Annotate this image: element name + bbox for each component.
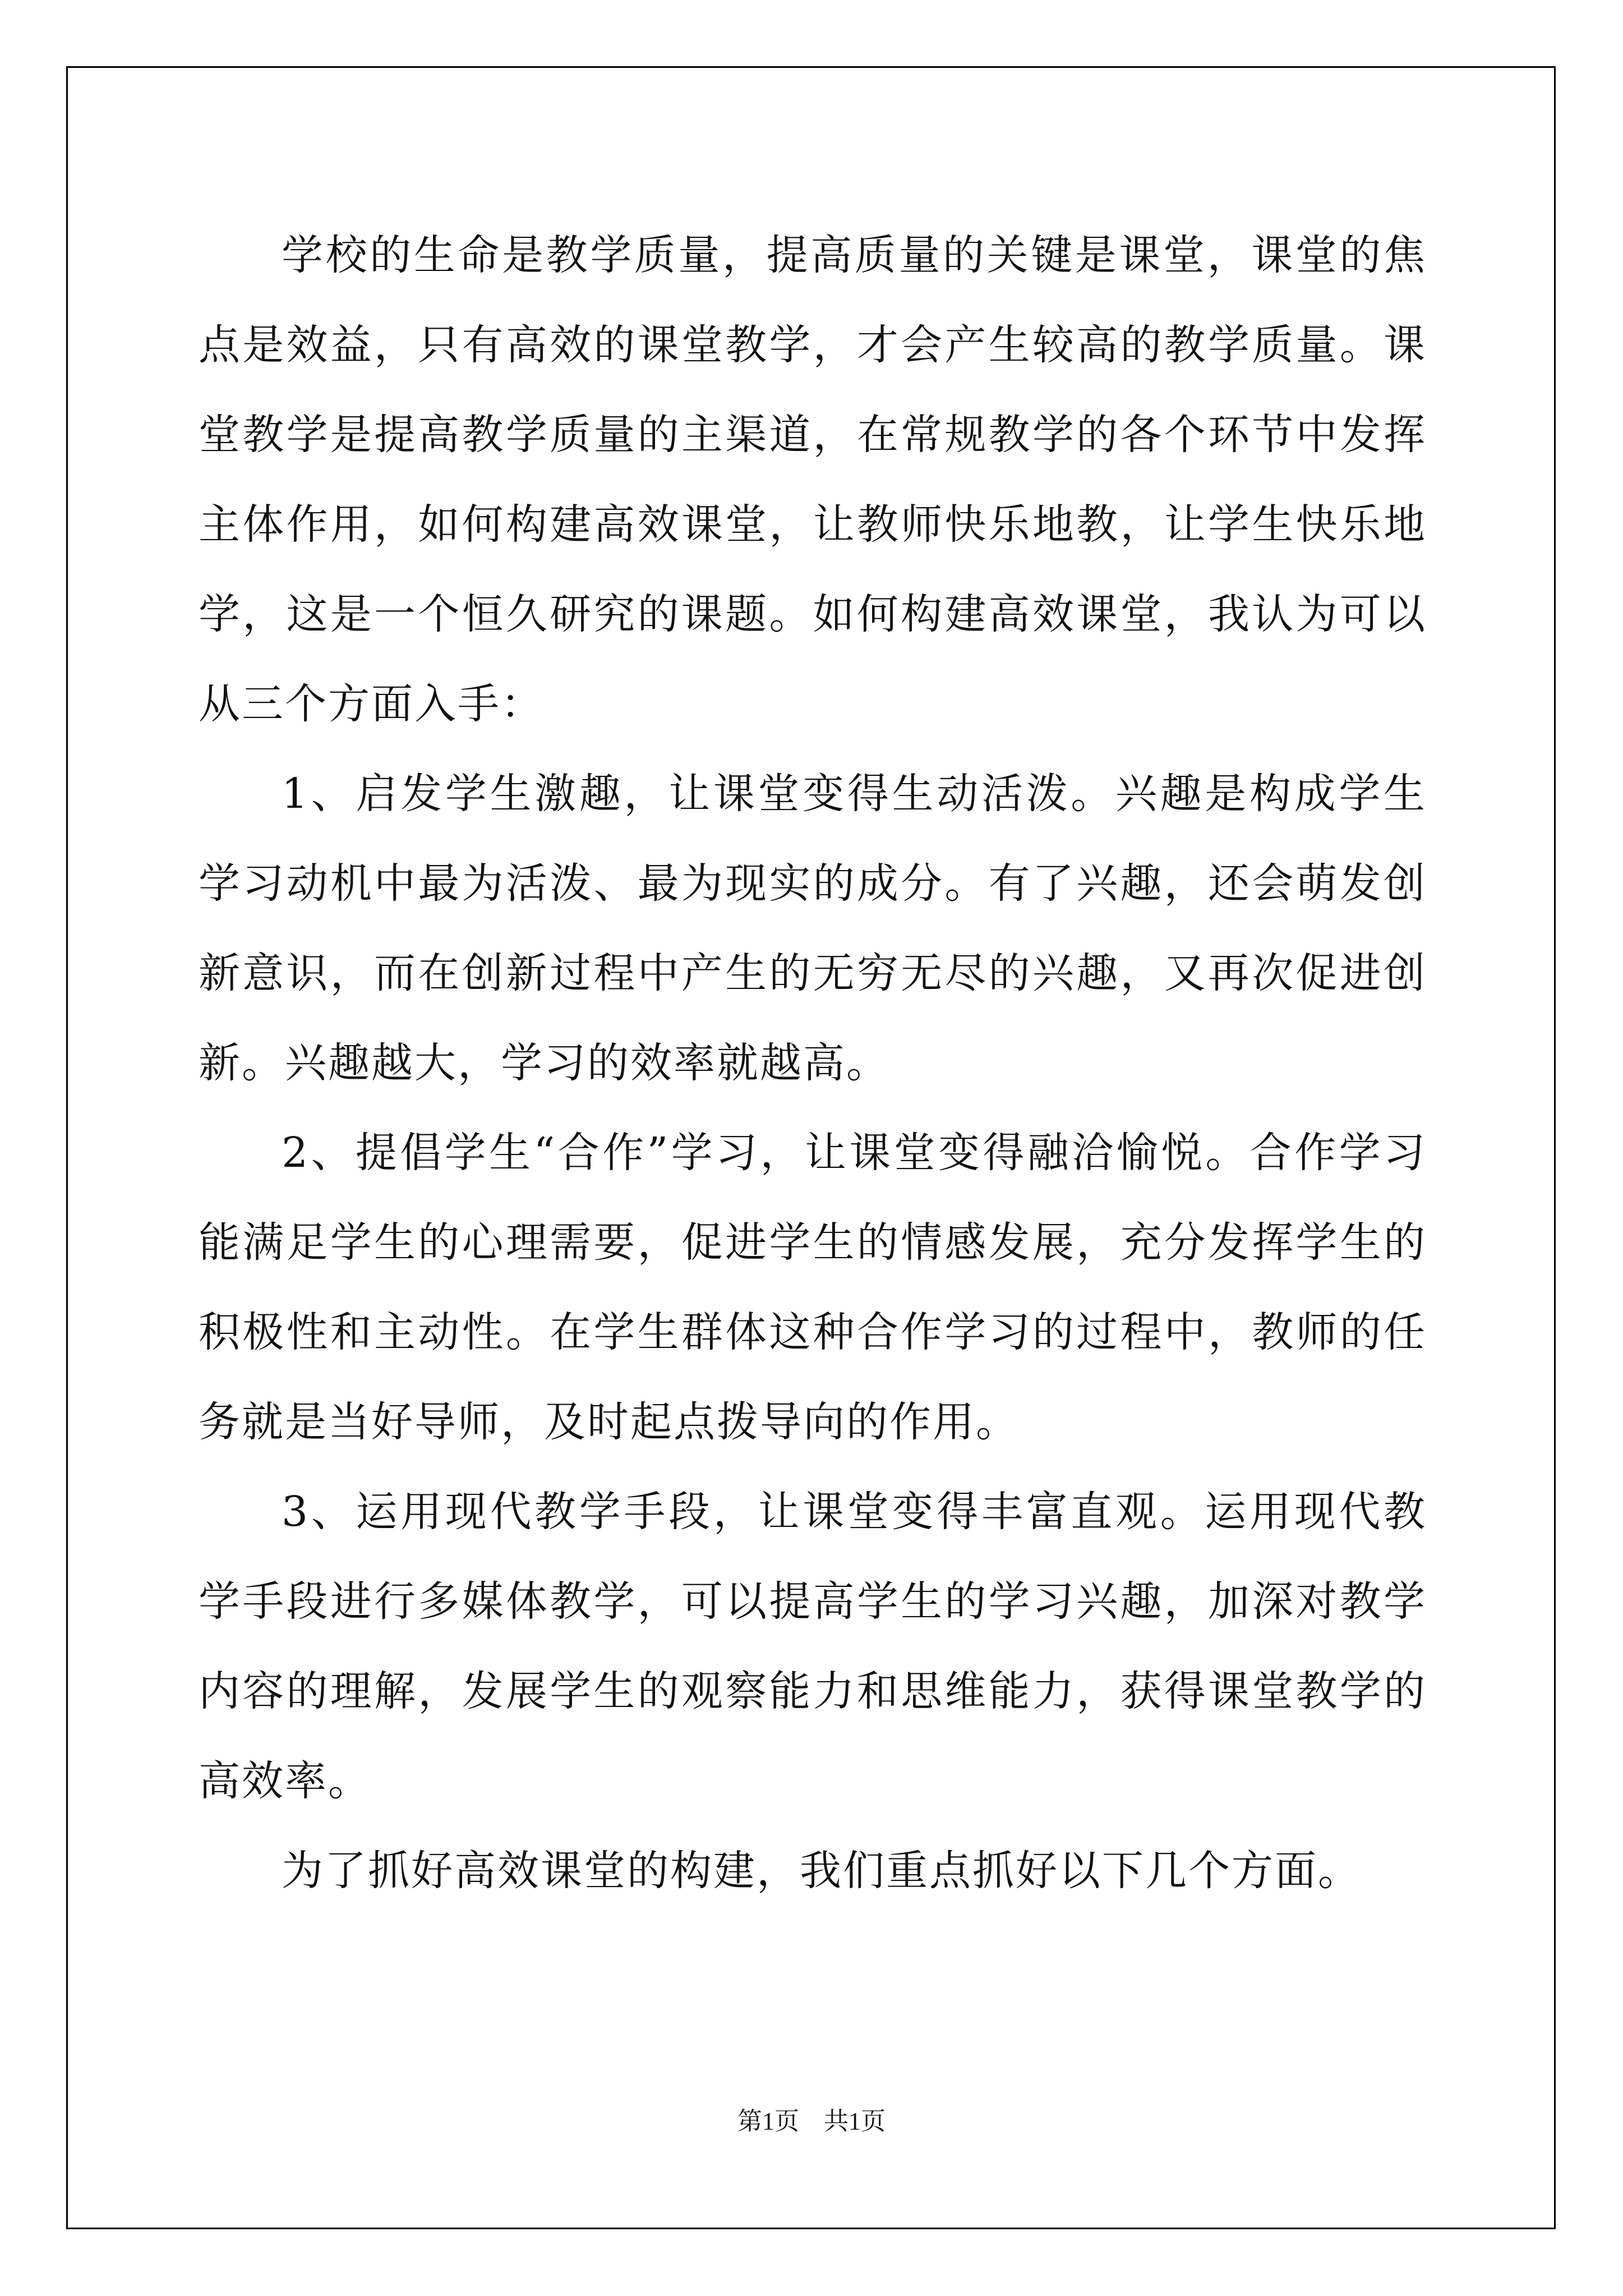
paragraph-point-1: 1、启发学生激趣，让课堂变得生动活泼。兴趣是构成学生学习动机中最为活泼、最为现实的成分。有了兴趣，还会萌发创新意识，而在创新过程中产生的无穷无尽的兴趣，又再次促进创新。兴趣越大，学习的效率就越高。 — [199, 770, 1427, 1087]
paragraph-intro: 学校的生命是教学质量，提高质量的关键是课堂，课堂的焦点是效益，只有高效的课堂教学，才会产生较高的教学质量。课堂教学是提高教学质量的主渠道，在常规教学的各个环节中发挥主体作用，如何构建高效课堂，让教师快乐地教，让学生快乐地学，这是一个恒久研究的课题。如何构建高效课堂，我认为可以从三个方面入手： — [199, 231, 1427, 728]
page-number-footer: 第1页 共1页 — [737, 2108, 886, 2135]
paragraph-point-2: 2、提倡学生“合作”学习，让课堂变得融洽愉悦。合作学习能满足学生的心理需要，促进学生的情感发展，充分发挥学生的积极性和主动性。在学生群体这种合作学习的过程中，教师的任务就是当好导师，及时起点拨导向的作用。 — [199, 1129, 1427, 1446]
paragraph-point-3: 3、运用现代教学手段，让课堂变得丰富直观。运用现代教学手段进行多媒体教学，可以提高学生的学习兴趣，加深对教学内容的理解，发展学生的观察能力和思维能力，获得课堂教学的高效率。 — [199, 1488, 1427, 1805]
paragraph-conclusion: 为了抓好高效课堂的构建，我们重点抓好以下几个方面。 — [282, 1847, 1361, 1895]
document-body — [199, 210, 1427, 1916]
